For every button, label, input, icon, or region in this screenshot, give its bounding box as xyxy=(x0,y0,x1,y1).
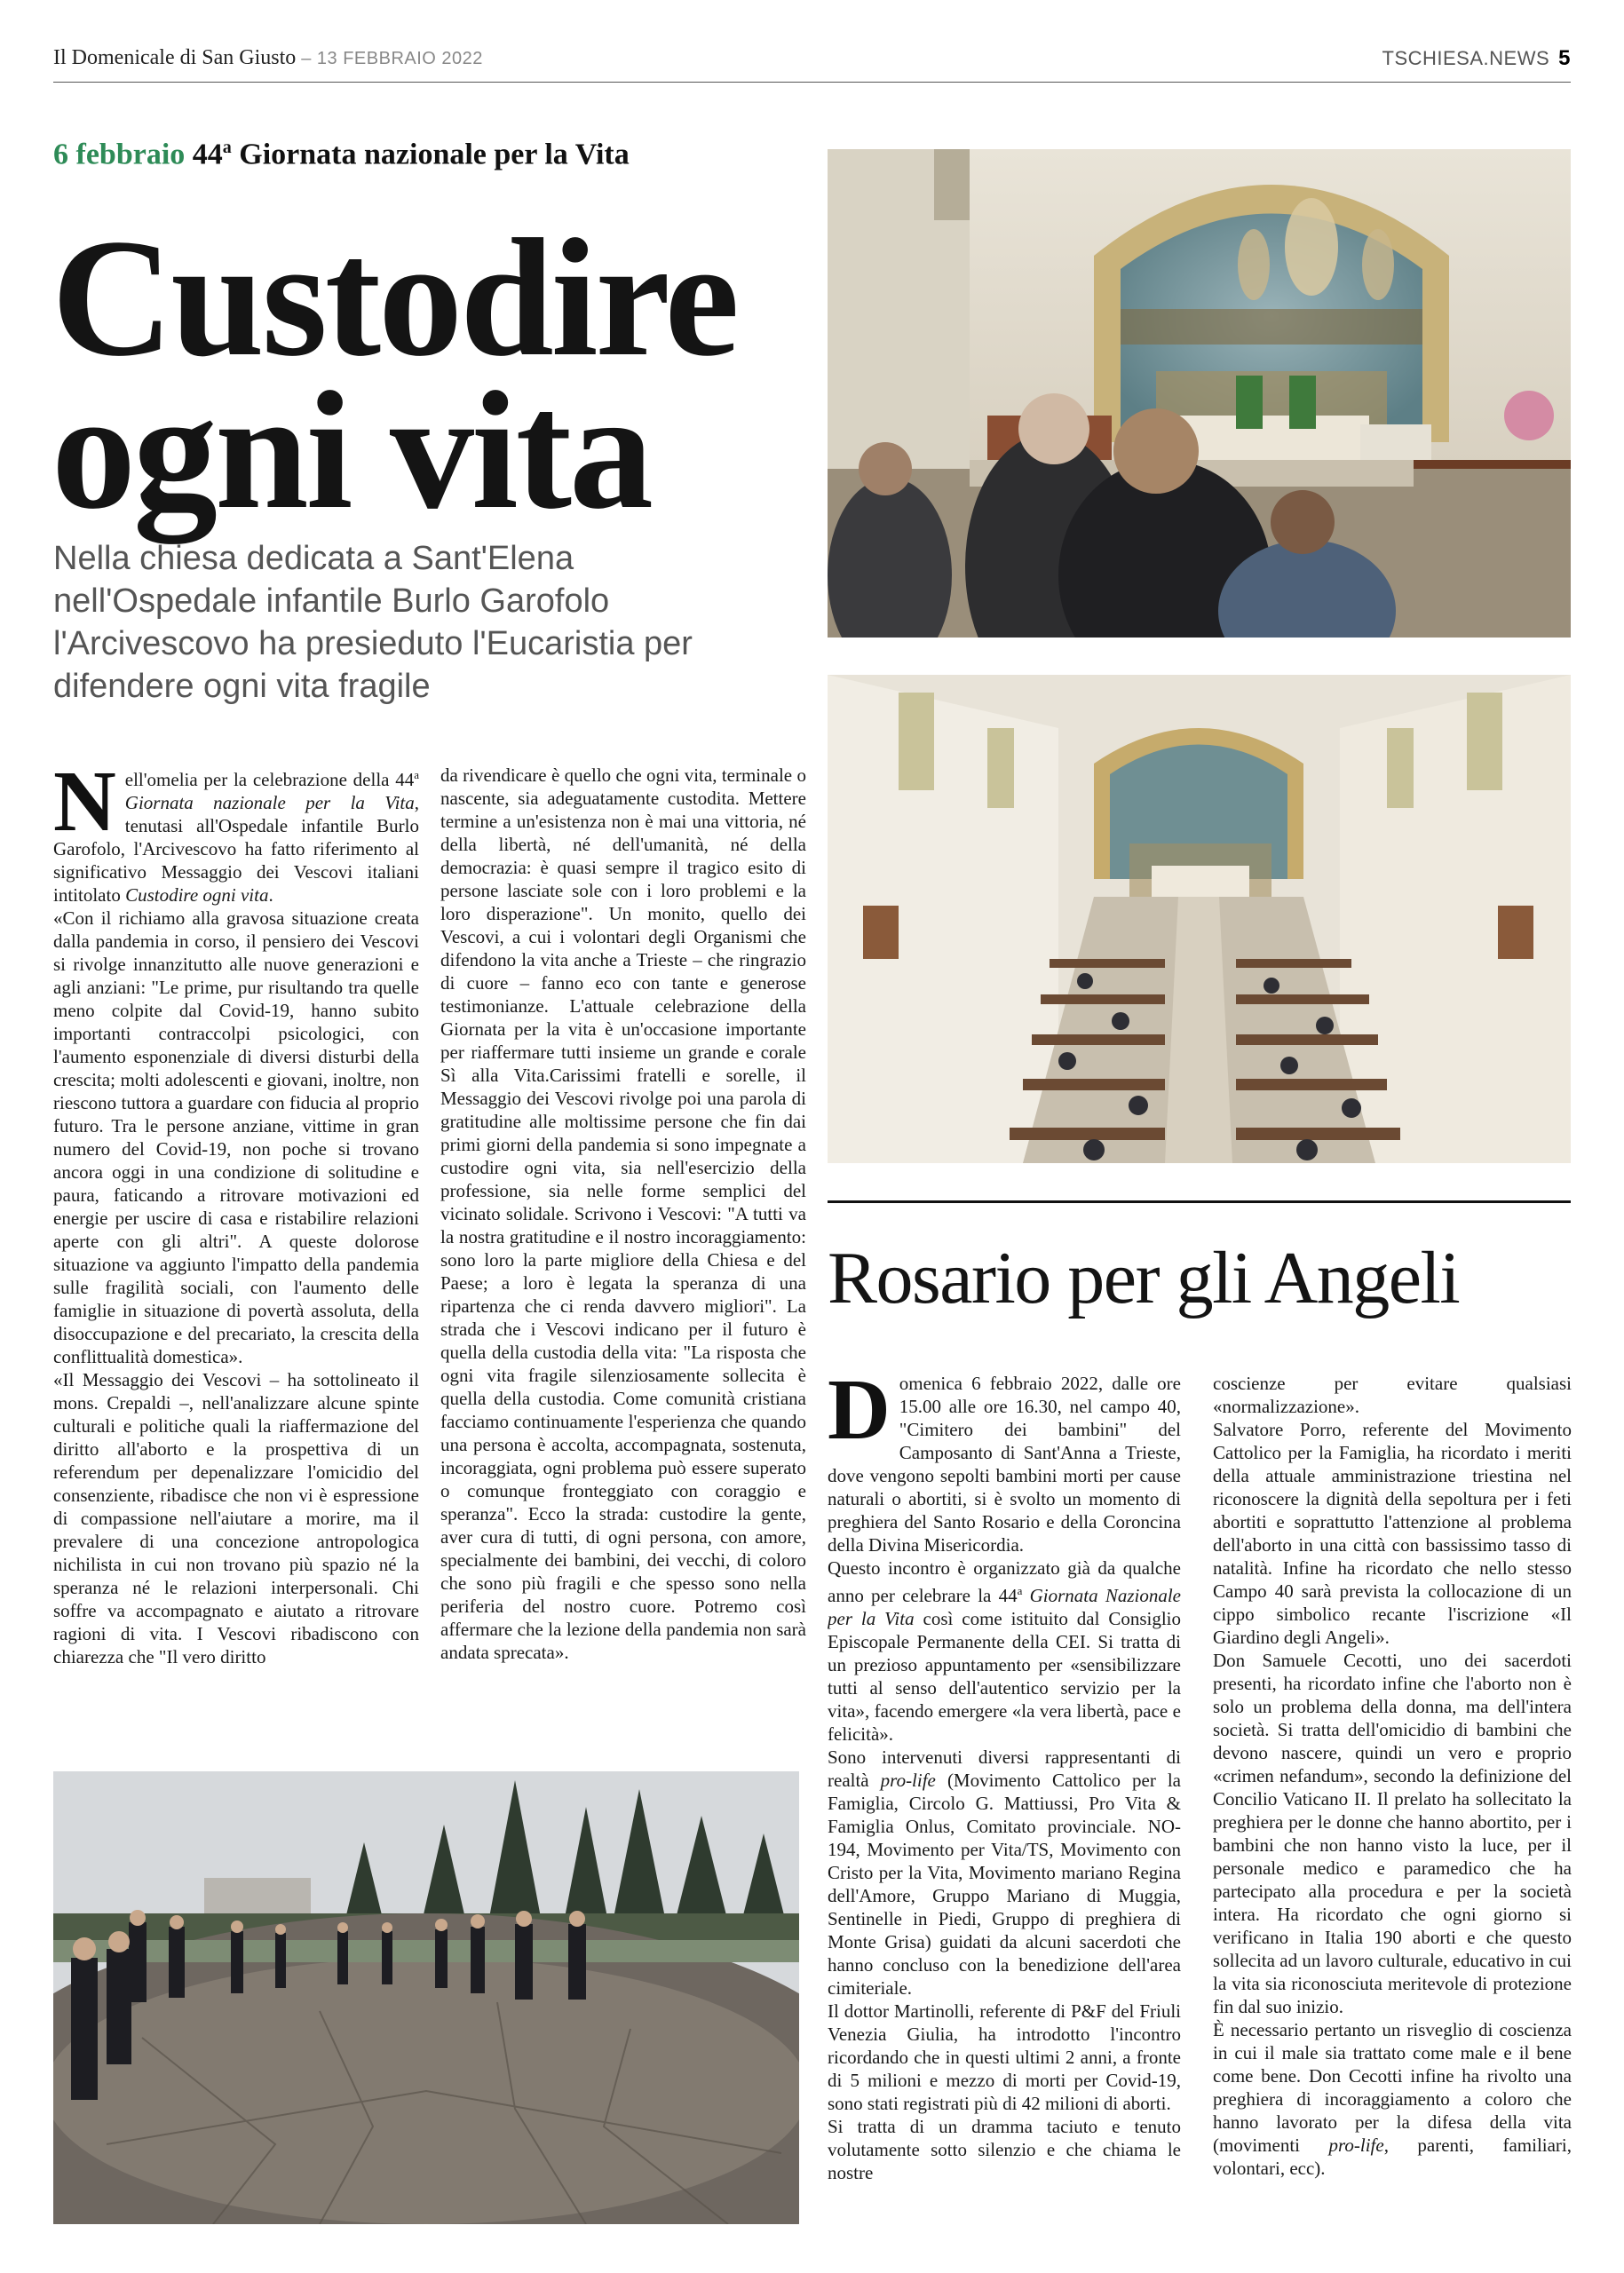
text-run: , tenutasi all'Ospedale infantile Burlo Garofolo, l'Arcivescovo ha fatto riferimento al significativo Messaggio dei Vescovi italiani intitolato xyxy=(53,792,419,906)
text-run: È necessario pertanto un risveglio di coscienza in cui il male sia trattato come male e il bene come bene. Don Cecotti infine ha rivolto una preghiera di incoraggiamento a coloro che hanno lavorato per la difesa della vita (movimenti xyxy=(1213,2019,1572,2156)
italic-run: pro-life xyxy=(1328,2134,1384,2156)
photo-cemetery-gathering-image xyxy=(53,1771,799,2224)
dropcap: D xyxy=(828,1372,891,1458)
photo-cemetery-gathering xyxy=(53,1771,799,2224)
paragraph: «Il Messaggio dei Vescovi – ha sottolineato il mons. Crepaldi –, nell'analizzare alcune spinte culturali e politiche quali la riaffermazione del diritto all'aborto e la prospettiva di un referendum per depenalizzare l'omicidio del consenziente, ribadisce che non vi è espressione di compassione nell'aiutare a morire, ma il prevalere di una concezione antropologica nichilista in cui non trovano più spazio né la speranza né le relazioni interpersonali. Chi soffre va accompagnato e aiutato a ritrovare ragioni di vita. I Vescovi ribadiscono con chiarezza che "Il vero diritto xyxy=(53,1369,419,1667)
text-run: Sono intervenuti diversi rappresentanti di realtà xyxy=(828,1746,1181,1791)
paragraph: «Con il richiamo alla gravosa situazione creata dalla pandemia in corso, il pensiero dei Vescovi si rivolge innanzitutto alle nuove generazioni e agli anziani: "Le prime, pur risultando tra quelle meno colpite dal Covid-19, hanno subito importanti contraccolpi psicologici, con l'aumento esponenziale di diversi disturbi della crescita; molti adolescenti e giovani, inoltre, non riescono tuttora a guardare con fiducia al proprio futuro. Tra le persone anziane, vittime in gran numero del Covid-19, non poche si trovano ancora oggi in una condizione di solitudine e paura, faticando a ritrovare motivazioni ed energie per uscire di casa e ristabilire relazioni aperte con gli altri". A queste dolorose situazione va aggiunto l'impatto della pandemia sulle fragilità sociali, con l'aumento delle famiglie in situazione di povertà assoluta, della disoccupazione e del precariato, la crescita della conflittualità domestica». xyxy=(53,907,419,1367)
paragraph: Il dottor Martinolli, referente di P&F del Friuli Venezia Giulia, ha introdotto l'incontro ricordando che in questi ultimi 2 anni, a fronte di 5 milioni e mezzo di morti per Covid-19, sono stati registrati più di 42 milioni di aborti. xyxy=(828,2000,1181,2114)
issue-date: 13 FEBBRAIO 2022 xyxy=(316,49,483,68)
article-subtitle: Nella chiesa dedicata a Sant'Elena nell'Ospedale infantile Burlo Garofolo l'Arcivescovo ha presieduto l'Eucaristia per difendere ogni vita fragile xyxy=(53,540,693,705)
kicker-number: 44 xyxy=(192,138,223,171)
text-run: Questo incontro è organizzato già da qualche anno per celebrare la 44 xyxy=(828,1557,1181,1606)
section-rule xyxy=(828,1200,1571,1203)
photo-church-altar-image xyxy=(828,149,1571,638)
article1-column-2 xyxy=(440,764,806,1749)
title-line-1: Custodire xyxy=(51,205,737,392)
paragraph: Salvatore Porro, referente del Movimento Cattolico per la Famiglia, ha ricordato i meriti della attuale amministrazione triestina nel riconoscere la dignità della sepoltura per i feti abortiti e soprattutto l'attenzione al problema dell'aborto in una città con bassissimo tasso di natalità. Infine ha ricordato che nello stesso Campo 40 sarà prevista la collocazione di un cippo simbolico recante l'iscrizione «Il Giardino degli Angeli». xyxy=(1213,1419,1572,1648)
text-run: . xyxy=(268,884,273,906)
paragraph: Si tratta di un dramma taciuto e tenuto volutamente sotto silenzio e che chiama le nostre xyxy=(828,2116,1181,2183)
paragraph xyxy=(828,1372,1181,1556)
text-run: così come istituito dal Consiglio Episcopale Permanente della CEI. Si tratta di un prezioso appuntamento per «sensibilizzare tutti al senso dell'autentico servizio per la vita», facendo emergere «la vera libertà, pace e felicità». xyxy=(828,1608,1181,1745)
paragraph xyxy=(1213,2018,1572,2180)
superscript: a xyxy=(1017,1584,1023,1597)
header-separator: – xyxy=(301,49,312,68)
article1-column-1 xyxy=(53,764,419,1776)
kicker-ordinal: a xyxy=(222,138,232,157)
article2-column-1 xyxy=(828,1372,1181,2224)
paragraph xyxy=(828,1746,1181,2000)
header-rule xyxy=(53,82,1571,83)
article-title xyxy=(51,205,737,544)
page-number: 5 xyxy=(1558,46,1571,70)
text-run: omenica 6 febbraio 2022, dalle ore 15.00 alle ore 16.30, nel campo 40, "Cimitero dei bambini" del Camposanto di Sant'Anna a Trieste, dove vengono sepolti bambini morti per cause naturali o abortiti, si è svolto un momento di preghiera del Santo Rosario e della Coroncina della Divina Misericordia. xyxy=(828,1373,1181,1556)
italic-run: Custodire ogni vita xyxy=(125,884,269,906)
kicker-text: Giornata nazionale per la Vita xyxy=(239,138,630,171)
article2-title: Rosario per gli Angeli xyxy=(828,1237,1460,1319)
paragraph: coscienze per evitare qualsiasi «normalizzazione». xyxy=(1213,1373,1572,1417)
paragraph xyxy=(53,764,419,907)
italic-run: Giornata nazionale per la Vita xyxy=(124,792,415,813)
photo-church-altar xyxy=(828,149,1571,638)
masthead xyxy=(53,46,483,70)
photo-church-interior-image xyxy=(828,675,1571,1163)
article-kicker xyxy=(53,138,630,171)
title-line-2: ogni vita xyxy=(51,358,652,544)
italic-run: pro-life xyxy=(880,1770,936,1791)
italic-run: Giornata Nazionale per la Vita xyxy=(828,1585,1181,1629)
text-run: , parenti, familiari, volontari, ecc). xyxy=(1213,2134,1572,2179)
kicker-date: 6 febbraio xyxy=(53,138,186,171)
header-right xyxy=(1382,46,1572,71)
superscript: a xyxy=(414,768,419,781)
paragraph: Don Samuele Cecotti, uno dei sacerdoti presenti, ha ricordato infine che l'aborto non è solo un problema della donna, ma dell'intera società. Si tratta dell'omicidio di bambini che devono nascere, quindi un vero e proprio «crimen nefandum», secondo la definizione del Concilio Vaticano II. Il prelato ha sollecitato la preghiera per le donne che hanno abortito, per i bambini che non hanno visto la luce, per il personale medico e paramedico che ha partecipato alla procedura e per la società intera. Ha ricordato che ogni giorno si verificano in Italia 190 aborti e che questo sollecita ad un lavoro culturale, educativo in cui la vita sia riconosciuta meritevole di protezione fin dal suo inizio. xyxy=(1213,1650,1572,2017)
site-name: TSCHIESA.NEWS xyxy=(1382,47,1550,69)
paragraph xyxy=(828,1556,1181,1746)
article2-column-2 xyxy=(1213,1372,1572,2224)
publication-name: Il Domenicale di San Giusto xyxy=(53,46,297,69)
photo-church-interior xyxy=(828,675,1571,1163)
text-run: (Movimento Cattolico per la Famiglia, Circolo G. Mattiussi, Pro Vita & Famiglia Onlus, Comitato provinciale. NO-194, Movimento per Vita/TS, Movimento con Cristo per la Vita, Movimento mariano Regina dell'Amore, Gruppo Mariano di Muggia, Sentinelle in Piedi, Gruppo di preghiera di Monte Grisa) guidati da alcuni sacerdoti che hanno concluso con la benedizione dell'area cimiteriale. xyxy=(828,1770,1181,1999)
paragraph: da rivendicare è quello che ogni vita, terminale o nascente, sia adeguatamente custodita. Mettere termine a un'esistenza non è mai una vittoria, né della libertà, né dell'umanità, né della democrazia: è quasi sempre il tragico esito di persone lasciate sole con i loro problemi e la loro disperazione". Un monito, quello dei Vescovi, a cui i volontari degli Organismi che difendono la vita anche a Trieste – che ringrazio di cuore – fanno eco con tante e generose testimonianze. L'attuale celebrazione della Giornata per la vita è un'occasione importante per riaffermare tutti insieme un grande e corale Sì alla Vita.Carissimi fratelli e sorelle, il Messaggio dei Vescovi rivolge poi una parola di gratitudine alle moltissime persone che fin dai primi giorni della pandemia si sono impegnate a custodire ogni vita, sia nell'esercizio della professione, sia nelle forme semplici del vicinato solidale. Scrivono i Vescovi: "A tutti va la nostra gratitudine e il nostro incoraggiamento: sono loro la parte migliore della Chiesa e del Paese; a loro è legata la speranza di una ripartenza che ci renda davvero migliori". La strada che i Vescovi indicano per il futuro è quella della custodia della vita: "La risposta che ogni vita fragile silenziosamente sollecita è quella della custodia. Come comunità cristiana facciamo continuamente l'esperienza che quando una persona è accolta, accompagnata, sostenuta, incoraggiata, ogni problema può essere superato o comunque fronteggiato con coraggio e speranza". Ecco la strada: custodire la gente, aver cura di tutti, di ogni persona, con amore, specialmente dei bambini, dei vecchi, di coloro che sono più fragili e che spesso sono nella periferia del nostro cuore. Potremo così affermare che la lezione della pandemia non sarà andata sprecata». xyxy=(440,764,806,1663)
text-run: ell'omelia per la celebrazione della 44 xyxy=(124,769,415,790)
dropcap: N xyxy=(53,764,116,850)
